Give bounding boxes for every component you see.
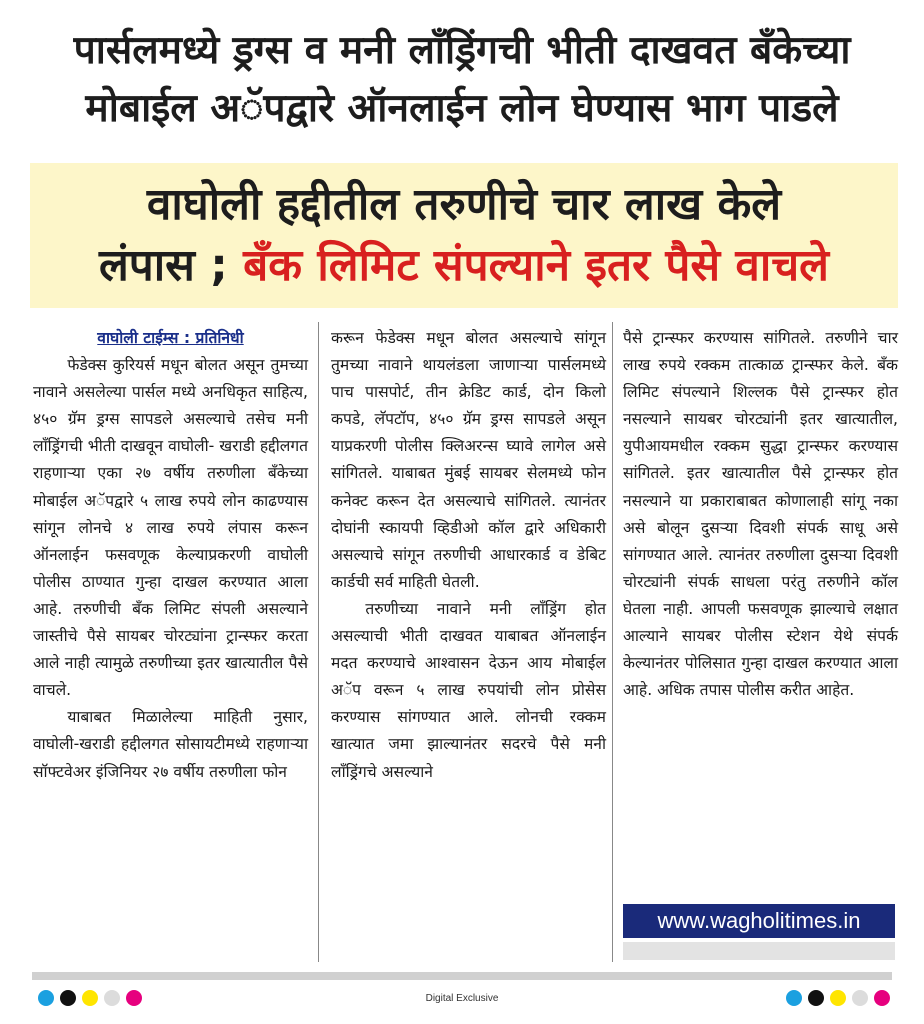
main-headline [0,22,924,138]
col1-paragraph-2: याबाबत मिळालेल्या माहिती नुसार, वाघोली-खराडी हद्दीलगत सोसायटीमध्ये राहणाऱ्या सॉफ्टवेअर इंजिनियर २७ वर्षीय तरुणीला फोन [33,708,308,781]
subheadline-red-part: बँक लिमिट संपल्याने इतर पैसे वाचले [243,240,830,291]
headline-line-1: पार्सलमध्ये ड्रग्स व मनी लाँड्रिंगची भीती दाखवत बँकेच्या [73,28,851,73]
footer-rule [32,972,892,980]
grey-bar [623,942,895,960]
magenta-dot [874,990,890,1006]
headline-line-2: मोबाईल अॅपद्वारे ऑनलाईन लोन घेण्यास भाग पाडले [85,86,839,131]
article-column-1 [33,325,308,786]
yellow-dot [830,990,846,1006]
black-dot [808,990,824,1006]
website-url-banner[interactable]: www.wagholitimes.in [623,904,895,938]
subheadline-black-part: लंपास ; [98,240,228,291]
registration-marks-right [786,990,890,1006]
col2-paragraph-2: तरुणीच्या नावाने मनी लाँड्रिंग होत असल्याची भीती दाखवत याबाबत ऑनलाईन मदत करण्याचे आश्वासन देऊन आय मोबाईल अॅप वरून ५ लाख रुपयांची लोन प्रोसेस करण्यास सांगण्यात आले. लोनची रक्कम खात्यात जमा झाल्यानंतर सदरचे पैसे मनी लाँड्रिंगचे असल्याने [331,599,606,781]
article-column-2 [331,325,606,786]
byline: वाघोली टाईम्स : प्रतिनिधी [97,329,244,347]
column-divider [612,322,613,962]
subheadline-line-2 [30,237,898,295]
grey-dot [852,990,868,1006]
col3-paragraph-1: पैसे ट्रान्स्फर करण्यास सांगितले. तरुणीने चार लाख रुपये रक्कम तात्काळ ट्रान्स्फर केले. बँक लिमिट संपल्याने शिल्लक पैसे ट्रान्स्फर होत नसल्याने सायबर चोरट्यांनी इतर खात्यातील, युपीआयमधील रक्कम सुद्धा ट्रान्स्फर करण्यास सांगितले. इतर खात्यातील पैसे ट्रान्स्फर होत नसल्याने या प्रकाराबाबत कोणालाही सांगू नका असे बोलून दुसऱ्या दिवशी संपर्क साधू असे सांगण्यात आले. त्यानंतर तरुणीला दुसऱ्या दिवशी चोरट्यांनी संपर्क साधला परंतु तरुणीने कॉल घेतला नाही. आपली फसवणूक झाल्याचे लक्षात आल्याने सायबर पोलीस स्टेशन येथे संपर्क केल्यानंतर पोलिसात गुन्हा दाखल करण्यात आला आहे. अधिक तपास पोलीस करीत आहेत. [623,329,898,700]
cyan-dot [786,990,802,1006]
column-divider [318,322,319,962]
subheadline-line-1: वाघोली हद्दीतील तरुणीचे चार लाख केले [146,179,782,230]
article-column-3 [623,325,898,704]
footer-label: Digital Exclusive [425,993,499,1004]
col2-paragraph-1: करून फेडेक्स मधून बोलत असल्याचे सांगून तुमच्या नावाने थायलंडला जाणाऱ्या पार्सलमध्ये पाच पासपोर्ट, तीन क्रेडिट कार्ड, दोन किलो कपडे, लॅपटॉप, ४५० ग्रॅम ड्रग्स सापडले असून याप्रकरणी पोलीस क्लिअरन्स घ्यावे लागेल असे सांगितले. याबाबत मुंबई सायबर सेलमध्ये फोन कनेक्ट करून देत असल्याचे सांगितले. त्यानंतर दोघांनी स्कायपी व्हिडीओ कॉल द्वारे अधिकारी असल्याचे सांगून तरुणीची आधारकार्ड व डेबिट कार्डची सर्व माहिती घेतली. [331,329,606,591]
col1-paragraph-1: फेडेक्स कुरियर्स मधून बोलत असून तुमच्या नावाने असलेल्या पार्सल मध्ये अनधिकृत साहित्य, ४५० ग्रॅम ड्रग्स सापडले असल्याचे तसेच मनी लाँड्रिंगची भीती दाखवून वाघोली- खराडी हद्दीलगत राहणाऱ्या एका २७ वर्षीय तरुणीला बँकेच्या मोबाईल अॅपद्वारे ५ लाख रुपये लोन काढण्यास सांगून लोनचे ४ लाख रुपये लंपास करून ऑनलाईन फसवणूक केल्याप्रकरणी वाघोली पोलीस ठाण्यात गुन्हा दाखल करण्यात आला आहे. तरुणीची बँक लिमिट संपली असल्याने जास्तीचे पैसे सायबर चोरट्यांना ट्रान्स्फर करता आले नाही त्यामुळे तरुणीच्या इतर खात्यातील पैसे वाचले. [33,356,308,700]
